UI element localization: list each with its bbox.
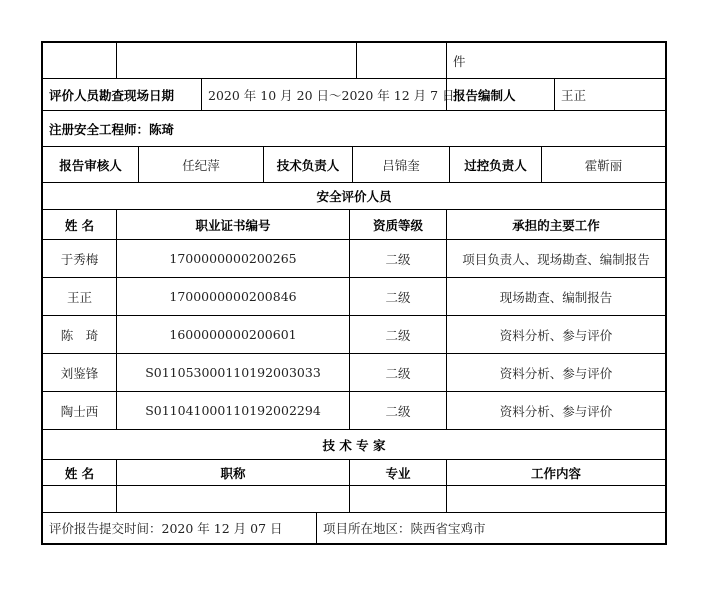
- staff-row: [43, 354, 665, 392]
- staff-level: 二级: [349, 392, 446, 429]
- expert-title-cell: [116, 486, 349, 512]
- reviewers-row: [43, 147, 665, 183]
- staff-header-cert: 职业证书编号: [116, 210, 349, 239]
- staff-header-name: 姓 名: [64, 217, 95, 233]
- staff-work: 资料分析、参与评价: [446, 316, 665, 353]
- staff-name: 王正: [66, 289, 92, 305]
- staff-cert: 1600000000200601: [116, 316, 349, 353]
- survey-date-value: 2020 年 10 月 20 日～2020 年 12 月 7 日: [201, 79, 446, 110]
- tech-label: 技术负责人: [263, 147, 352, 182]
- top-cell-2: [116, 43, 356, 78]
- staff-work: 资料分析、参与评价: [446, 392, 665, 429]
- staff-name: 陶士西: [60, 403, 99, 419]
- process-name: 霍靳丽: [541, 147, 665, 182]
- expert-name-cell: [43, 486, 116, 512]
- staff-title: 安全评价人员: [316, 189, 392, 204]
- staff-name: 于秀梅: [60, 251, 99, 267]
- tech-name: 吕锦奎: [352, 147, 449, 182]
- staff-row: [43, 316, 665, 354]
- staff-level: 二级: [349, 278, 446, 315]
- submit-date: 评价报告提交时间：2020 年 12 月 07 日: [49, 521, 283, 536]
- experts-header-content: 工作内容: [446, 460, 665, 485]
- top-row: [43, 43, 665, 79]
- staff-level: 二级: [349, 354, 446, 391]
- staff-level: 二级: [349, 240, 446, 277]
- report-info-table: [41, 41, 667, 545]
- survey-date-label: 评价人员勘查现场日期: [49, 87, 175, 103]
- footer-row: [43, 513, 665, 543]
- survey-row: [43, 79, 665, 111]
- review-name: 任纪萍: [138, 147, 263, 182]
- staff-header-work: 承担的主要工作: [446, 210, 665, 239]
- engineer-row: [43, 111, 665, 147]
- staff-name: 陈 琦: [60, 327, 99, 343]
- staff-level: 二级: [349, 316, 446, 353]
- process-label: 过控负责人: [449, 147, 541, 182]
- staff-header-row: [43, 210, 665, 240]
- staff-row: [43, 392, 665, 430]
- experts-header-row: [43, 460, 665, 486]
- expert-major-cell: [349, 486, 446, 512]
- staff-row: [43, 278, 665, 316]
- staff-row: [43, 240, 665, 278]
- experts-title: 技 术 专 家: [322, 437, 386, 453]
- experts-empty-row: [43, 486, 665, 513]
- staff-cert: 1700000000200265: [116, 240, 349, 277]
- experts-title-row: [43, 430, 665, 460]
- staff-work: 现场勘查、编制报告: [446, 278, 665, 315]
- staff-header-level: 资质等级: [349, 210, 446, 239]
- staff-cert: S011041000110192002294: [116, 392, 349, 429]
- staff-name: 刘鉴锋: [60, 365, 99, 381]
- staff-title-row: [43, 183, 665, 210]
- registered-engineer: 注册安全工程师：陈琦: [49, 121, 175, 137]
- top-cell-4: [446, 43, 665, 78]
- expert-content-cell: [446, 486, 665, 512]
- top-cell-3: [356, 43, 446, 78]
- top-cell-1: [43, 43, 116, 78]
- experts-header-major: 专业: [349, 460, 446, 485]
- review-label: 报告审核人: [59, 157, 122, 173]
- experts-header-title: 职称: [116, 460, 349, 485]
- staff-cert: 1700000000200846: [116, 278, 349, 315]
- experts-header-name: 姓 名: [64, 465, 95, 481]
- compiler-label: 报告编制人: [446, 79, 554, 110]
- staff-work: 项目负责人、现场勘查、编制报告: [446, 240, 665, 277]
- staff-work: 资料分析、参与评价: [446, 354, 665, 391]
- staff-cert: S011053000110192003033: [116, 354, 349, 391]
- compiler-name: 王正: [554, 79, 665, 110]
- project-location: 项目所在地区：陕西省宝鸡市: [316, 513, 665, 543]
- top-cell-4-text: 件: [453, 53, 466, 69]
